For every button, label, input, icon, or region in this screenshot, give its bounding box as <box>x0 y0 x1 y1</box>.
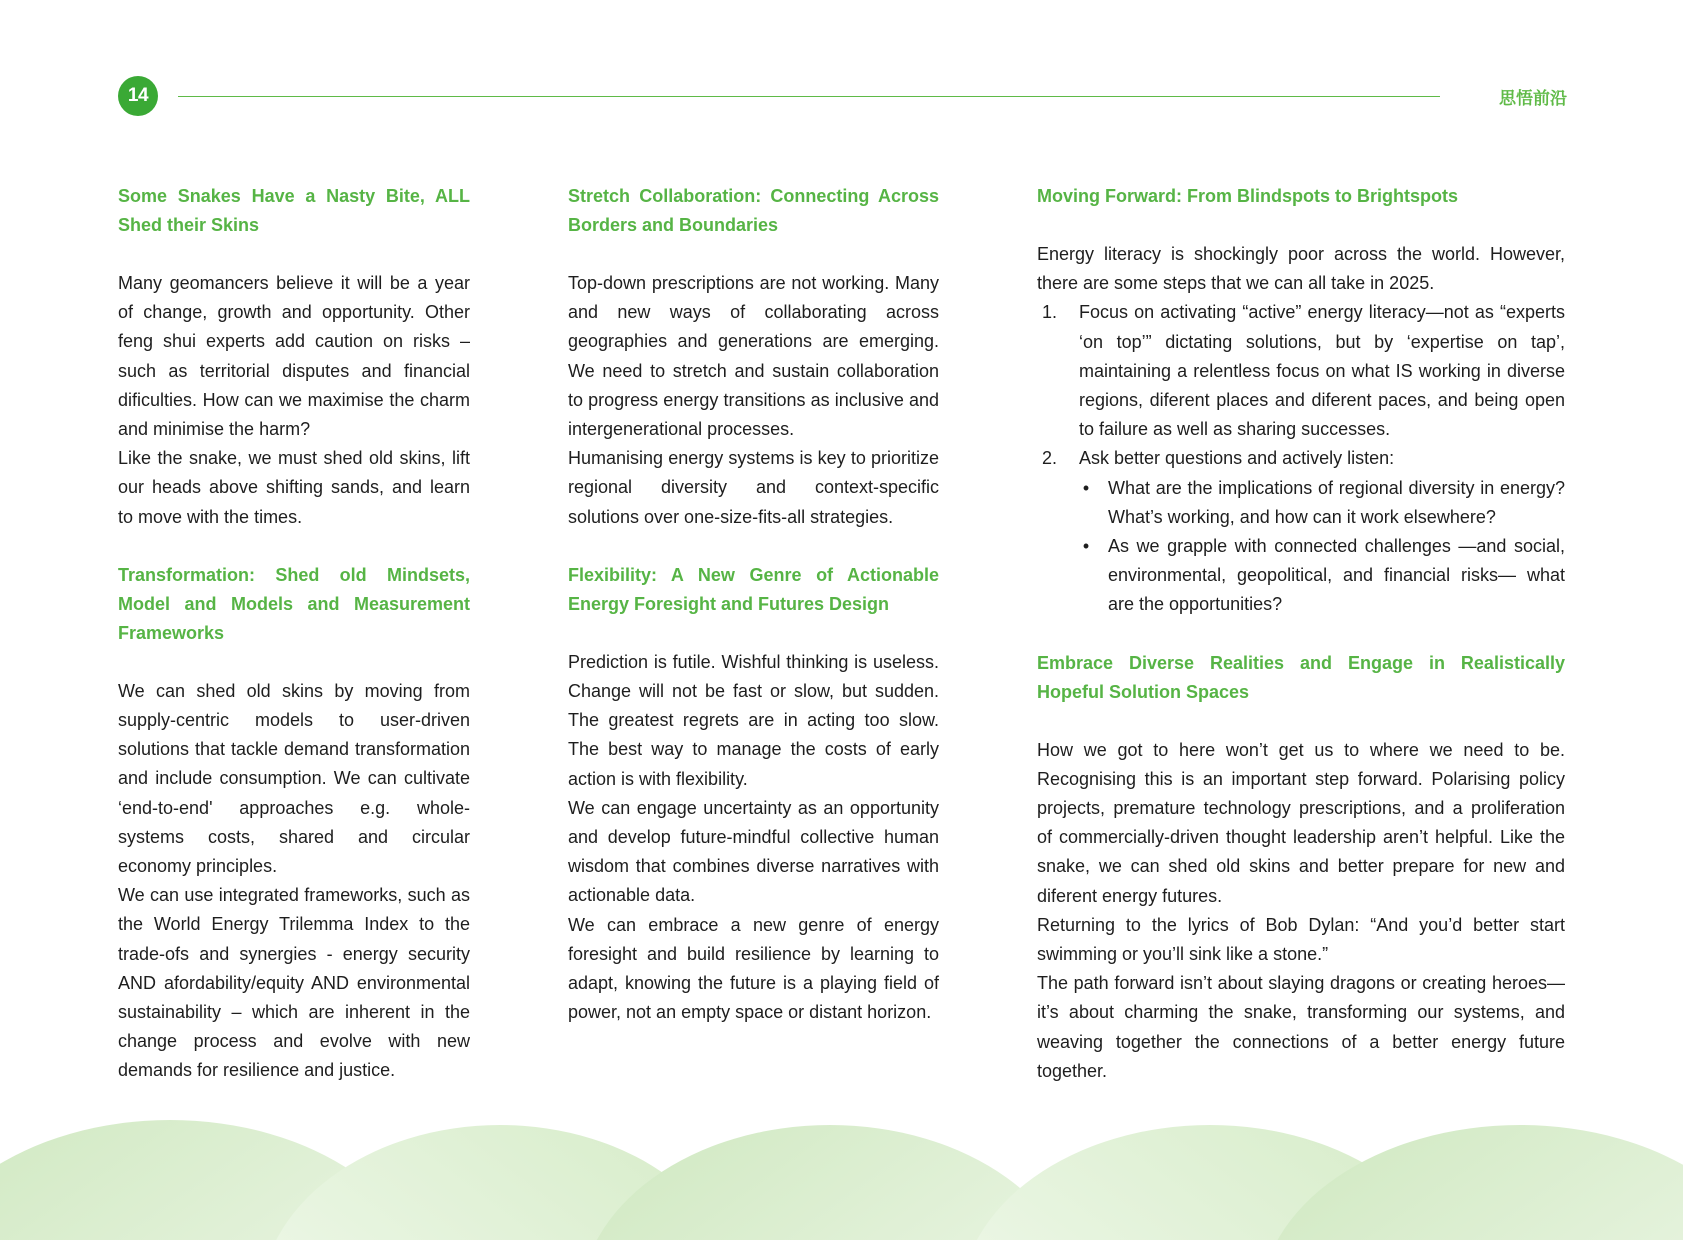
column-right <box>1037 182 1565 1086</box>
paragraph: We can shed old skins by moving from supply-centric models to user-driven solutions that tackle demand transformation and include consumption. We can cultivate ‘end-to-end' approaches e.g. whole-systems costs, shared and circular economy principles. <box>118 680 470 877</box>
section-label: 思悟前沿 <box>1499 89 1567 109</box>
bullet-icon: • <box>1082 477 1090 498</box>
heading-embrace-realities: Embrace Diverse Realities and Engage in Realistically Hopeful Solution Spaces <box>1037 652 1565 702</box>
column-left <box>118 182 470 1086</box>
bullet-text: As we grapple with connected challenges —and social, environmental, geopolitical, and financial risks— what are the opportunities? <box>1108 536 1565 615</box>
paragraph: Returning to the lyrics of Bob Dylan: “And you’d better start swimming or you’ll sink like a stone.” <box>1037 914 1565 965</box>
paragraph: Energy literacy is shockingly poor across the world. However, there are some steps that we can all take in 2025. <box>1037 244 1565 294</box>
heading-flexibility: Flexibility: A New Genre of Actionable Energy Foresight and Futures Design <box>568 564 939 614</box>
paragraph: Prediction is futile. Wishful thinking is useless. Change will not be fast or slow, but sudden. The greatest regrets are in acting too slow. The best way to manage the costs of early action is with flexibility. <box>568 651 939 789</box>
paragraph: We can embrace a new genre of energy foresight and build resilience by learning to adapt, knowing the future is a playing field of power, not an empty space or distant horizon. <box>568 914 939 1023</box>
heading-snakes: Some Snakes Have a Nasty Bite, ALL Shed their Skins <box>118 186 470 235</box>
paragraph: We can use integrated frameworks, such as the World Energy Trilemma Index to the trade-ofs and synergies - energy security AND afordability/equity AND environmental sustainability – which are inherent in the change process and evolve with new demands for resilience and justice. <box>118 885 470 1081</box>
heading-collaboration: Stretch Collaboration: Connecting Across Borders and Boundaries <box>568 186 939 235</box>
paragraph: Like the snake, we must shed old skins, lift our heads above shifting sands, and learn to move with the times. <box>118 448 470 527</box>
list-item-text: Ask better questions and actively listen: <box>1079 448 1395 469</box>
bullet-text: What are the implications of regional diversity in energy? What’s working, and how can it work elsewhere? <box>1108 477 1565 527</box>
page-number-badge: 14 <box>118 76 158 116</box>
column-middle <box>568 182 939 1027</box>
bullet-item <box>1079 532 1565 620</box>
heading-transformation: Transformation: Shed old Mindsets, Model and Models and Measurement Frameworks <box>118 564 470 643</box>
list-number: 2. <box>1042 448 1058 469</box>
paragraph: How we got to here won’t get us to where we need to be. Recognising this is an important step forward. Polarising policy projects, premature technology prescriptions, and a proliferation of commercially-driven thought leadership aren’t helpful. Like the snake, we can shed old skins and better prepare for new and diferent energy futures. <box>1037 739 1565 906</box>
header-divider <box>178 96 1440 97</box>
heading-moving-forward: Moving Forward: From Blindspots to Brightspots <box>1037 186 1458 206</box>
paragraph: Humanising energy systems is key to prioritize regional diversity and context-specific solutions over one-size-fits-all strategies. <box>568 448 939 527</box>
bullet-item <box>1079 474 1565 532</box>
list-item <box>1037 444 1565 619</box>
decorative-hills <box>0 1100 1683 1240</box>
paragraph: The path forward isn’t about slaying dragons or creating heroes—it’s about charming the snake, transforming our systems, and weaving together the connections of a better energy future together. <box>1037 973 1565 1081</box>
bullet-list <box>1079 474 1565 620</box>
paragraph: Many geomancers believe it will be a year of change, growth and opportunity. Other feng shui experts add caution on risks – such as territorial disputes and financial dificulties. How can we maximise the charm and minimise the harm? <box>118 273 470 440</box>
list-item <box>1037 298 1565 444</box>
list-number: 1. <box>1042 302 1058 323</box>
list-item-text: Focus on activating “active” energy literacy—not as “experts ‘on top’” dictating solutions, but by ‘expertise on tap’, maintaining a relentless focus on what IS working in diverse regions, diferent places and diferent paces, and being open to failure as well as sharing successes. <box>1079 302 1565 440</box>
paragraph: We can engage uncertainty as an opportunity and develop future-mindful collective human wisdom that combines diverse narratives with actionable data. <box>568 797 939 906</box>
paragraph: Top-down prescriptions are not working. Many and new ways of collaborating across geographies and generations are emerging. We need to stretch and sustain collaboration to progress energy transitions as inclusive and intergenerational processes. <box>568 273 939 440</box>
steps-list <box>1037 298 1565 619</box>
bullet-icon: • <box>1082 536 1090 557</box>
